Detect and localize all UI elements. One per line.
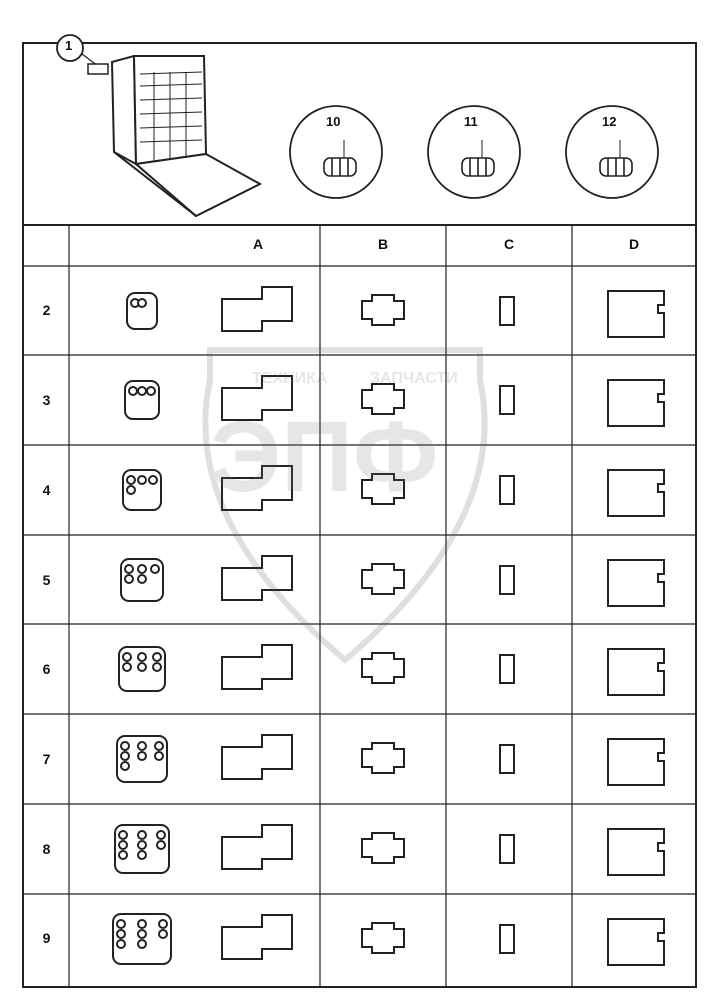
connector-pin-7-0 — [121, 742, 129, 750]
connector-pin-7-3 — [121, 752, 129, 760]
column-header-c: C — [503, 236, 515, 252]
column-header-a: A — [252, 236, 264, 252]
connector-pin-4-3 — [127, 486, 135, 494]
connector-pin-6-0 — [123, 653, 131, 661]
connector-pin-9-3 — [117, 930, 125, 938]
shape-b-4 — [362, 474, 404, 504]
table-lines — [24, 224, 695, 986]
connector-pin-9-7 — [138, 940, 146, 948]
shape-b-5 — [362, 564, 404, 594]
connector-pin-2-1 — [138, 299, 146, 307]
connector-pin-3-1 — [138, 387, 146, 395]
row-label-2: 2 — [42, 302, 51, 318]
shape-d-3 — [608, 380, 664, 426]
connector-pin-7-6 — [121, 762, 129, 770]
connector-pin-8-5 — [157, 841, 165, 849]
connector-pin-3-2 — [147, 387, 155, 395]
bulb-12-label: 12 — [602, 114, 617, 129]
connector-pin-5-2 — [151, 565, 159, 573]
connector-table — [24, 224, 695, 986]
shape-a-7 — [222, 735, 292, 779]
connector-pin-8-3 — [119, 841, 127, 849]
connector-pin-5-3 — [125, 575, 133, 583]
connector-pin-8-0 — [119, 831, 127, 839]
connector-pin-6-3 — [123, 663, 131, 671]
row-label-8: 8 — [42, 841, 51, 857]
shape-b-9 — [362, 923, 404, 953]
connector-pin-4-0 — [127, 476, 135, 484]
shape-d-8 — [608, 829, 664, 875]
watermark-logo: ЭПФ — [210, 401, 439, 513]
diagram-sheet — [22, 38, 697, 988]
top-panel — [24, 38, 695, 226]
shape-d-9 — [608, 919, 664, 965]
bulb-10-label: 10 — [326, 114, 341, 129]
row-label-5: 5 — [42, 572, 51, 588]
row-label-4: 4 — [42, 482, 51, 498]
connector-pin-8-1 — [138, 831, 146, 839]
connector-pin-9-0 — [117, 920, 125, 928]
connector-pin-4-1 — [138, 476, 146, 484]
shape-b-2 — [362, 295, 404, 325]
shape-a-8 — [222, 825, 292, 869]
connector-kit-box — [88, 56, 260, 216]
connector-pin-9-6 — [117, 940, 125, 948]
column-header-d: D — [628, 236, 640, 252]
shape-b-8 — [362, 833, 404, 863]
connector-pin-8-6 — [119, 851, 127, 859]
shape-c-4 — [500, 476, 514, 504]
shape-c-2 — [500, 297, 514, 325]
connector-pin-4-2 — [149, 476, 157, 484]
connector-pin-7-1 — [138, 742, 146, 750]
row-label-6: 6 — [42, 661, 51, 677]
shape-c-3 — [500, 386, 514, 414]
connector-pin-6-1 — [138, 653, 146, 661]
shape-d-5 — [608, 560, 664, 606]
watermark-line2: ЗАПЧАСТИ — [370, 370, 458, 387]
connector-pin-6-4 — [138, 663, 146, 671]
connector-pin-8-2 — [157, 831, 165, 839]
shape-a-5 — [222, 556, 292, 600]
shape-b-3 — [362, 384, 404, 414]
shape-a-6 — [222, 645, 292, 689]
column-header-b: B — [377, 236, 389, 252]
top-illustration — [24, 44, 695, 224]
shape-c-6 — [500, 655, 514, 683]
connector-pin-7-2 — [155, 742, 163, 750]
shape-c-7 — [500, 745, 514, 773]
shape-d-4 — [608, 470, 664, 516]
connector-pin-3-0 — [129, 387, 137, 395]
connector-pin-5-0 — [125, 565, 133, 573]
shape-d-6 — [608, 649, 664, 695]
shape-d-2 — [608, 291, 664, 337]
connector-pin-9-1 — [138, 920, 146, 928]
shape-a-3 — [222, 376, 292, 420]
shape-d-7 — [608, 739, 664, 785]
connector-pin-5-4 — [138, 575, 146, 583]
row-label-7: 7 — [42, 751, 51, 767]
shape-b-7 — [362, 743, 404, 773]
connector-pin-7-5 — [155, 752, 163, 760]
connector-pin-7-4 — [138, 752, 146, 760]
shape-c-9 — [500, 925, 514, 953]
connector-pin-9-4 — [138, 930, 146, 938]
shape-c-5 — [500, 566, 514, 594]
connector-pin-5-1 — [138, 565, 146, 573]
shape-a-9 — [222, 915, 292, 959]
connector-pin-8-7 — [138, 851, 146, 859]
callout-1-label: 1 — [65, 38, 73, 53]
bulb-11-label: 11 — [464, 114, 478, 129]
connector-pin-9-5 — [159, 930, 167, 938]
shape-c-8 — [500, 835, 514, 863]
row-label-3: 3 — [42, 392, 51, 408]
connector-pin-8-4 — [138, 841, 146, 849]
row-label-9: 9 — [42, 930, 51, 946]
connector-pin-6-5 — [153, 663, 161, 671]
shape-b-6 — [362, 653, 404, 683]
shape-a-2 — [222, 287, 292, 331]
connector-pin-6-2 — [153, 653, 161, 661]
shape-a-4 — [222, 466, 292, 510]
connector-pin-9-2 — [159, 920, 167, 928]
